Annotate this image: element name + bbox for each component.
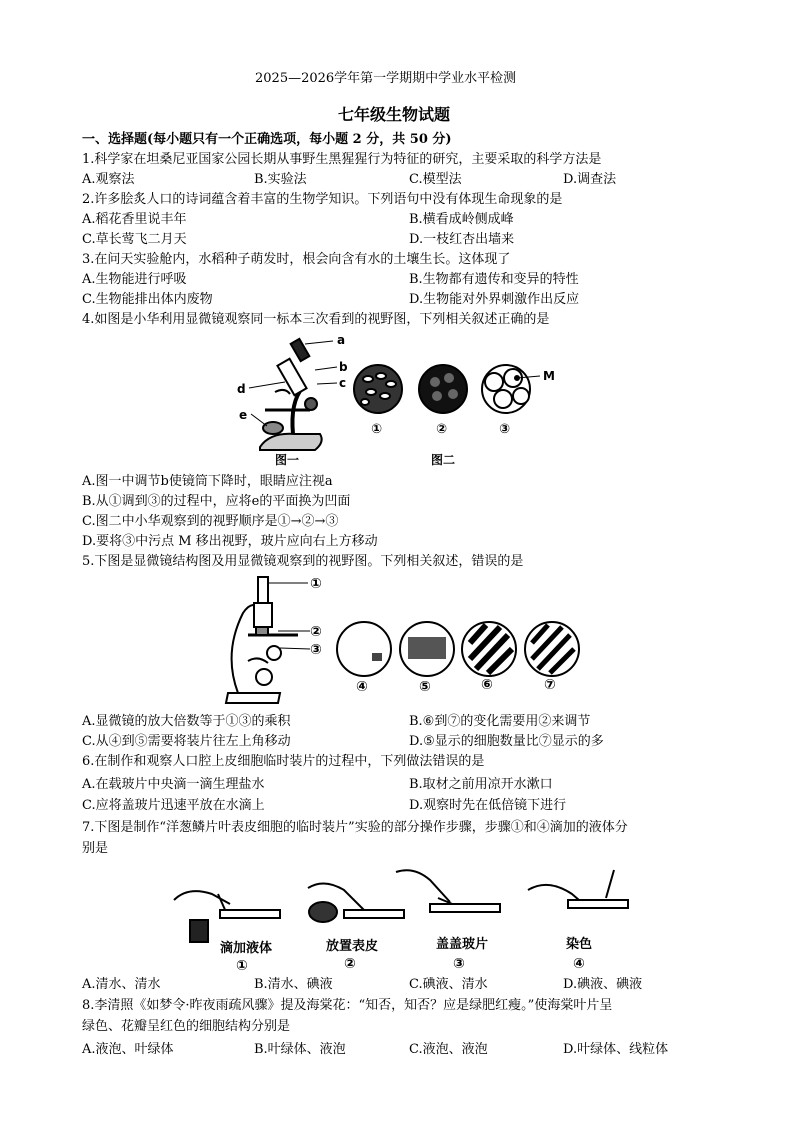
view-field-5: [400, 622, 454, 676]
q8-option-a: A.液泡、叶绿体: [82, 1042, 174, 1057]
microscope-one-illustration: [260, 339, 322, 450]
q7-option-d: D.碘液、碘液: [563, 977, 643, 992]
q5-option-d: D.⑤显示的细胞数量比⑦显示的多: [409, 734, 604, 749]
q7-figure-svg: [168, 864, 638, 972]
q4-label-a: a: [337, 333, 346, 347]
q5-num-2: ②: [310, 624, 322, 640]
q6-option-c: C.应将盖玻片迅速平放在水滴上: [82, 798, 265, 813]
q4-label-b: b: [339, 360, 348, 374]
q5-stem: 5.下图是显微镜结构图及用显微镜观察到的视野图。下列相关叙述，错误的是: [82, 554, 524, 569]
q2-option-d: D.一枝红杏出墙来: [409, 232, 515, 247]
exam-header: 2025—2026学年第一学期期中学业水平检测: [255, 71, 517, 86]
q4-caption-2: 图二: [431, 453, 456, 467]
q6-option-a: A.在载玻片中央滴一滴生理盐水: [82, 777, 265, 792]
q2-option-a: A.稻花香里说丰年: [82, 212, 187, 227]
q2-option-b: B.横看成岭侧成峰: [409, 212, 514, 227]
step-4-num: ④: [573, 956, 585, 972]
q5-option-c: C.从④到⑤需要将装片往左上角移动: [82, 734, 291, 749]
step-3-num: ③: [453, 956, 465, 972]
q4-option-b: B.从①调到③的过程中，应将e的平面换为凹面: [82, 494, 351, 509]
q3-option-c: C.生物能排出体内废物: [82, 292, 213, 307]
q5-option-b: B.⑥到⑦的变化需要用②来调节: [409, 714, 591, 729]
q4-option-c: C.图二中小华观察到的视野顺序是①→②→③: [82, 514, 339, 529]
q7-option-b: B.清水、碘液: [254, 977, 333, 992]
q8-option-c: C.液泡、液泡: [409, 1042, 488, 1057]
step-1-illustration: [174, 891, 280, 942]
q4-option-d: D.要将③中污点 M 移出视野，玻片应向右上方移动: [82, 534, 378, 549]
q5-num-1: ①: [310, 576, 322, 592]
step-2-label: 放置表皮: [326, 939, 379, 954]
q7-stem-line2: 别是: [82, 841, 109, 856]
q7-option-a: A.清水、清水: [82, 977, 161, 992]
q7-stem-line1: 7.下图是制作“洋葱鳞片叶表皮细胞的临时装片”实验的部分操作步骤，步骤①和④滴加的液体分: [82, 820, 628, 835]
q2-option-c: C.草长莺飞二月天: [82, 232, 187, 247]
step-4-illustration: [528, 870, 628, 908]
microscope-two-illustration: [226, 577, 298, 703]
step-1-num: ①: [236, 958, 248, 972]
q1-option-c: C.模型法: [409, 172, 462, 187]
q7-figure: [168, 864, 638, 972]
q5-num-5: ⑤: [419, 679, 431, 695]
section-heading: 一、选择题(每小题只有一个正确选项，每小题 2 分，共 50 分): [82, 132, 452, 147]
q8-stem-line1: 8.李清照《如梦令·昨夜雨疏风骤》提及海棠花：“知否，知否？应是绿肥红瘦。”使海棠叶片呈: [82, 998, 613, 1013]
q4-option-a: A.图一中调节b使镜筒下降时，眼睛应注视a: [82, 474, 333, 489]
view-field-4: [337, 622, 391, 676]
q1-option-a: A.观察法: [82, 172, 135, 187]
view-field-7: [525, 622, 579, 676]
step-3-label: 盖盖玻片: [436, 937, 489, 952]
q5-num-6: ⑥: [481, 677, 493, 693]
q5-figure: [218, 573, 588, 709]
q5-num-4: ④: [356, 679, 368, 695]
q6-option-d: D.观察时先在低倍镜下进行: [409, 798, 567, 813]
q4-caption-1: 图一: [275, 453, 300, 467]
q5-num-7: ⑦: [544, 677, 556, 693]
q3-option-d: D.生物能对外界刺激作出反应: [409, 292, 580, 307]
q1-option-b: B.实验法: [254, 172, 307, 187]
view-field-3: [482, 365, 530, 413]
q8-stem-line2: 绿色、花瓣呈红色的细胞结构分别是: [82, 1019, 291, 1034]
page-title: 七年级生物试题: [338, 105, 451, 124]
view-field-6: [462, 622, 516, 676]
q1-option-d: D.调查法: [563, 172, 617, 187]
q7-option-c: C.碘液、清水: [409, 977, 488, 992]
q4-label-c: c: [339, 376, 347, 390]
q3-option-a: A.生物能进行呼吸: [82, 272, 187, 287]
q6-option-b: B.取材之前用凉开水漱口: [409, 777, 553, 792]
step-2-illustration: [308, 883, 404, 922]
q4-label-d: d: [237, 382, 246, 396]
q5-num-3: ③: [310, 642, 322, 658]
step-2-num: ②: [344, 956, 356, 972]
q1-stem: 1.科学家在坦桑尼亚国家公园长期从事野生黑猩猩行为特征的研究，主要采取的科学方法是: [82, 152, 602, 167]
q3-option-b: B.生物都有遗传和变异的特性: [409, 272, 579, 287]
q8-option-d: D.叶绿体、线粒体: [563, 1042, 669, 1057]
q3-stem: 3.在问天实验舱内，水稻种子萌发时，根会向含有水的土壤生长。这体现了: [82, 252, 511, 267]
q4-stem: 4.如图是小华利用显微镜观察同一标本三次看到的视野图，下列相关叙述正确的是: [82, 312, 550, 327]
q2-stem: 2.许多脍炙人口的诗词蕴含着丰富的生物学知识。下列语句中没有体现生命现象的是: [82, 192, 563, 207]
step-4-label: 染色: [566, 937, 593, 952]
view-field-1: [354, 365, 402, 413]
q4-label-m: M: [543, 369, 555, 383]
step-1-label: 滴加液体: [220, 941, 273, 956]
q4-figure: [225, 332, 570, 470]
q4-num-3: ③: [499, 422, 511, 437]
step-3-illustration: [396, 870, 500, 912]
q6-stem: 6.在制作和观察人口腔上皮细胞临时装片的过程中，下列做法错误的是: [82, 754, 485, 769]
q5-option-a: A.显微镜的放大倍数等于①③的乘积: [82, 714, 291, 729]
q8-option-b: B.叶绿体、液泡: [254, 1042, 346, 1057]
q4-label-e: e: [239, 408, 248, 422]
q4-figure-svg: [225, 332, 570, 470]
q4-num-1: ①: [371, 422, 383, 437]
view-field-2: [419, 365, 467, 413]
q4-num-2: ②: [436, 422, 448, 437]
q5-figure-svg: [218, 573, 588, 709]
